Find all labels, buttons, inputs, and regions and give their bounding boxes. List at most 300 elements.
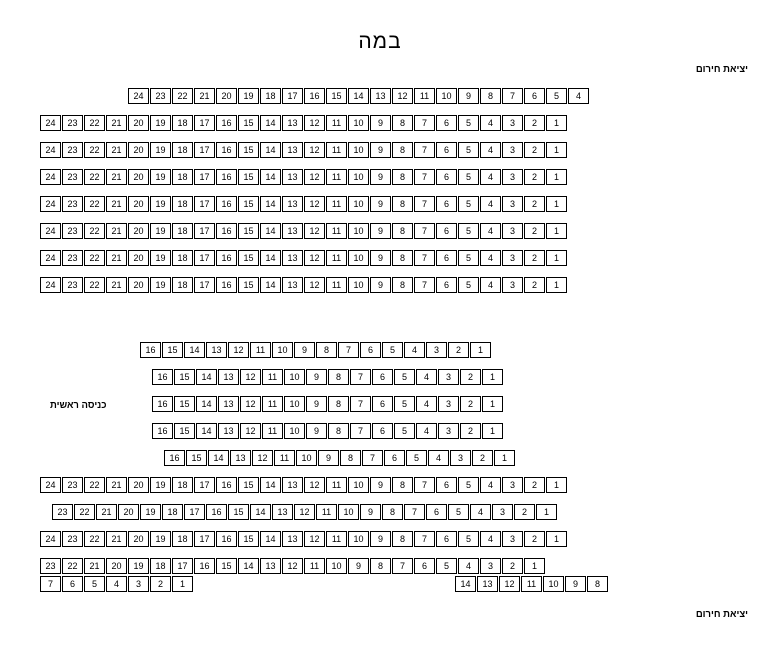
seat[interactable]: 13 (282, 169, 303, 185)
seat[interactable]: 2 (460, 423, 481, 439)
seat[interactable]: 1 (546, 196, 567, 212)
seat[interactable]: 20 (128, 277, 149, 293)
seat[interactable]: 9 (370, 115, 391, 131)
seat[interactable]: 14 (455, 576, 476, 592)
seat[interactable]: 3 (502, 250, 523, 266)
seat[interactable]: 8 (392, 277, 413, 293)
seat[interactable]: 2 (460, 396, 481, 412)
seat[interactable]: 17 (194, 250, 215, 266)
seat[interactable]: 20 (106, 558, 127, 574)
seat[interactable]: 21 (106, 531, 127, 547)
seat[interactable]: 11 (274, 450, 295, 466)
seat[interactable]: 23 (62, 277, 83, 293)
seat[interactable]: 5 (458, 142, 479, 158)
seat[interactable]: 4 (480, 223, 501, 239)
seat[interactable]: 11 (326, 196, 347, 212)
seat[interactable]: 20 (128, 531, 149, 547)
seat[interactable]: 4 (480, 196, 501, 212)
seat[interactable]: 4 (428, 450, 449, 466)
seat[interactable]: 23 (62, 250, 83, 266)
seat[interactable]: 10 (284, 423, 305, 439)
seat[interactable]: 24 (128, 88, 149, 104)
seat[interactable]: 11 (326, 115, 347, 131)
seat[interactable]: 13 (260, 558, 281, 574)
seat[interactable]: 10 (272, 342, 293, 358)
seat[interactable]: 24 (40, 223, 61, 239)
seat[interactable]: 11 (250, 342, 271, 358)
seat[interactable]: 22 (84, 169, 105, 185)
seat[interactable]: 10 (284, 369, 305, 385)
seat[interactable]: 12 (304, 142, 325, 158)
seat[interactable]: 10 (348, 277, 369, 293)
seat[interactable]: 3 (502, 277, 523, 293)
seat[interactable]: 14 (260, 115, 281, 131)
seat[interactable]: 9 (370, 250, 391, 266)
seat[interactable]: 15 (238, 477, 259, 493)
seat[interactable]: 13 (282, 223, 303, 239)
seat[interactable]: 1 (482, 396, 503, 412)
seat[interactable]: 15 (238, 277, 259, 293)
seat[interactable]: 5 (458, 531, 479, 547)
seat[interactable]: 16 (194, 558, 215, 574)
seat[interactable]: 21 (194, 88, 215, 104)
seat[interactable]: 22 (84, 277, 105, 293)
seat[interactable]: 16 (216, 142, 237, 158)
seat[interactable]: 8 (328, 396, 349, 412)
seat[interactable]: 18 (162, 504, 183, 520)
seat[interactable]: 20 (216, 88, 237, 104)
seat[interactable]: 19 (150, 196, 171, 212)
seat[interactable]: 12 (240, 396, 261, 412)
seat[interactable]: 11 (326, 277, 347, 293)
seat[interactable]: 8 (480, 88, 501, 104)
seat[interactable]: 11 (521, 576, 542, 592)
seat[interactable]: 15 (186, 450, 207, 466)
seat[interactable]: 2 (524, 196, 545, 212)
seat[interactable]: 4 (470, 504, 491, 520)
seat[interactable]: 19 (150, 223, 171, 239)
seat[interactable]: 22 (74, 504, 95, 520)
seat[interactable]: 16 (216, 115, 237, 131)
seat[interactable]: 11 (316, 504, 337, 520)
seat[interactable]: 14 (260, 250, 281, 266)
seat[interactable]: 9 (306, 396, 327, 412)
seat[interactable]: 2 (502, 558, 523, 574)
seat[interactable]: 13 (282, 196, 303, 212)
seat[interactable]: 7 (414, 142, 435, 158)
seat[interactable]: 8 (392, 250, 413, 266)
seat[interactable]: 9 (370, 142, 391, 158)
seat[interactable]: 6 (372, 369, 393, 385)
seat[interactable]: 22 (172, 88, 193, 104)
seat[interactable]: 2 (524, 477, 545, 493)
seat[interactable]: 9 (370, 196, 391, 212)
seat[interactable]: 15 (238, 531, 259, 547)
seat[interactable]: 17 (172, 558, 193, 574)
seat[interactable]: 16 (152, 396, 173, 412)
seat[interactable]: 16 (216, 250, 237, 266)
seat[interactable]: 17 (194, 223, 215, 239)
seat[interactable]: 13 (282, 531, 303, 547)
seat[interactable]: 7 (414, 277, 435, 293)
seat[interactable]: 5 (394, 423, 415, 439)
seat[interactable]: 15 (216, 558, 237, 574)
seat[interactable]: 8 (340, 450, 361, 466)
seat[interactable]: 24 (40, 277, 61, 293)
seat[interactable]: 9 (370, 169, 391, 185)
seat[interactable]: 13 (272, 504, 293, 520)
seat[interactable]: 2 (524, 142, 545, 158)
seat[interactable]: 12 (240, 423, 261, 439)
seat[interactable]: 12 (304, 250, 325, 266)
seat[interactable]: 9 (348, 558, 369, 574)
seat[interactable]: 12 (304, 477, 325, 493)
seat[interactable]: 9 (565, 576, 586, 592)
seat[interactable]: 3 (502, 477, 523, 493)
seat[interactable]: 3 (438, 396, 459, 412)
seat[interactable]: 22 (84, 142, 105, 158)
seat[interactable]: 12 (304, 115, 325, 131)
seat[interactable]: 3 (480, 558, 501, 574)
seat[interactable]: 6 (372, 396, 393, 412)
seat[interactable]: 1 (470, 342, 491, 358)
seat[interactable]: 16 (216, 223, 237, 239)
seat[interactable]: 10 (348, 477, 369, 493)
seat[interactable]: 6 (524, 88, 545, 104)
seat[interactable]: 13 (218, 369, 239, 385)
seat[interactable]: 20 (128, 196, 149, 212)
seat[interactable]: 10 (296, 450, 317, 466)
seat[interactable]: 9 (370, 223, 391, 239)
seat[interactable]: 23 (62, 196, 83, 212)
seat[interactable]: 18 (172, 531, 193, 547)
seat[interactable]: 3 (502, 196, 523, 212)
seat[interactable]: 18 (172, 250, 193, 266)
seat[interactable]: 15 (238, 196, 259, 212)
seat[interactable]: 7 (392, 558, 413, 574)
seat[interactable]: 9 (306, 423, 327, 439)
seat[interactable]: 14 (260, 277, 281, 293)
seat[interactable]: 13 (282, 250, 303, 266)
seat[interactable]: 14 (196, 396, 217, 412)
seat[interactable]: 13 (282, 142, 303, 158)
seat[interactable]: 5 (84, 576, 105, 592)
seat[interactable]: 18 (172, 477, 193, 493)
seat[interactable]: 14 (260, 169, 281, 185)
seat[interactable]: 1 (546, 477, 567, 493)
seat[interactable]: 5 (458, 250, 479, 266)
seat[interactable]: 13 (282, 277, 303, 293)
seat[interactable]: 11 (326, 223, 347, 239)
seat[interactable]: 5 (546, 88, 567, 104)
seat[interactable]: 12 (304, 196, 325, 212)
seat[interactable]: 3 (502, 115, 523, 131)
seat[interactable]: 10 (284, 396, 305, 412)
seat[interactable]: 7 (414, 169, 435, 185)
seat[interactable]: 19 (150, 531, 171, 547)
seat[interactable]: 7 (414, 531, 435, 547)
seat[interactable]: 6 (436, 169, 457, 185)
seat[interactable]: 7 (40, 576, 61, 592)
seat[interactable]: 4 (480, 115, 501, 131)
seat[interactable]: 1 (172, 576, 193, 592)
seat[interactable]: 24 (40, 169, 61, 185)
seat[interactable]: 13 (230, 450, 251, 466)
seat[interactable]: 14 (260, 531, 281, 547)
seat[interactable]: 18 (172, 196, 193, 212)
seat[interactable]: 7 (502, 88, 523, 104)
seat[interactable]: 6 (436, 223, 457, 239)
seat[interactable]: 10 (326, 558, 347, 574)
seat[interactable]: 5 (458, 477, 479, 493)
seat[interactable]: 14 (260, 477, 281, 493)
seat[interactable]: 23 (40, 558, 61, 574)
seat[interactable]: 4 (480, 277, 501, 293)
seat[interactable]: 19 (150, 250, 171, 266)
seat[interactable]: 3 (502, 142, 523, 158)
seat[interactable]: 20 (128, 115, 149, 131)
seat[interactable]: 4 (480, 250, 501, 266)
seat[interactable]: 5 (436, 558, 457, 574)
seat[interactable]: 7 (338, 342, 359, 358)
seat[interactable]: 4 (480, 142, 501, 158)
seat[interactable]: 4 (416, 396, 437, 412)
seat[interactable]: 7 (414, 196, 435, 212)
seat[interactable]: 23 (62, 477, 83, 493)
seat[interactable]: 17 (184, 504, 205, 520)
seat[interactable]: 4 (458, 558, 479, 574)
seat[interactable]: 19 (150, 169, 171, 185)
seat[interactable]: 14 (260, 223, 281, 239)
seat[interactable]: 13 (282, 477, 303, 493)
seat[interactable]: 1 (546, 277, 567, 293)
seat[interactable]: 10 (338, 504, 359, 520)
seat[interactable]: 9 (294, 342, 315, 358)
seat[interactable]: 16 (206, 504, 227, 520)
seat[interactable]: 22 (84, 223, 105, 239)
seat[interactable]: 18 (172, 277, 193, 293)
seat[interactable]: 11 (262, 423, 283, 439)
seat[interactable]: 24 (40, 196, 61, 212)
seat[interactable]: 8 (328, 423, 349, 439)
seat[interactable]: 1 (546, 142, 567, 158)
seat[interactable]: 6 (436, 277, 457, 293)
seat[interactable]: 6 (436, 115, 457, 131)
seat[interactable]: 13 (282, 115, 303, 131)
seat[interactable]: 4 (568, 88, 589, 104)
seat[interactable]: 9 (306, 369, 327, 385)
seat[interactable]: 15 (238, 142, 259, 158)
seat[interactable]: 10 (348, 115, 369, 131)
seat[interactable]: 15 (174, 396, 195, 412)
seat[interactable]: 21 (106, 196, 127, 212)
seat[interactable]: 20 (118, 504, 139, 520)
seat[interactable]: 12 (499, 576, 520, 592)
seat[interactable]: 22 (84, 196, 105, 212)
seat[interactable]: 17 (194, 277, 215, 293)
seat[interactable]: 5 (394, 369, 415, 385)
seat[interactable]: 4 (106, 576, 127, 592)
seat[interactable]: 23 (62, 142, 83, 158)
seat[interactable]: 14 (238, 558, 259, 574)
seat[interactable]: 24 (40, 115, 61, 131)
seat[interactable]: 5 (382, 342, 403, 358)
seat[interactable]: 2 (524, 250, 545, 266)
seat[interactable]: 14 (196, 423, 217, 439)
seat[interactable]: 8 (392, 477, 413, 493)
seat[interactable]: 16 (216, 477, 237, 493)
seat[interactable]: 3 (492, 504, 513, 520)
seat[interactable]: 21 (84, 558, 105, 574)
seat[interactable]: 8 (392, 196, 413, 212)
seat[interactable]: 7 (350, 369, 371, 385)
seat[interactable]: 21 (106, 142, 127, 158)
seat[interactable]: 16 (216, 169, 237, 185)
seat[interactable]: 15 (174, 423, 195, 439)
seat[interactable]: 4 (404, 342, 425, 358)
seat[interactable]: 21 (106, 277, 127, 293)
seat[interactable]: 8 (392, 531, 413, 547)
seat[interactable]: 13 (218, 396, 239, 412)
seat[interactable]: 8 (328, 369, 349, 385)
seat[interactable]: 16 (216, 277, 237, 293)
seat[interactable]: 12 (240, 369, 261, 385)
seat[interactable]: 11 (326, 477, 347, 493)
seat[interactable]: 12 (282, 558, 303, 574)
seat[interactable]: 2 (460, 369, 481, 385)
seat[interactable]: 21 (106, 250, 127, 266)
seat[interactable]: 2 (514, 504, 535, 520)
seat[interactable]: 18 (172, 115, 193, 131)
seat[interactable]: 7 (362, 450, 383, 466)
seat[interactable]: 7 (350, 396, 371, 412)
seat[interactable]: 14 (208, 450, 229, 466)
seat[interactable]: 5 (458, 223, 479, 239)
seat[interactable]: 10 (348, 531, 369, 547)
seat[interactable]: 12 (392, 88, 413, 104)
seat[interactable]: 19 (128, 558, 149, 574)
seat[interactable]: 1 (546, 223, 567, 239)
seat[interactable]: 9 (370, 531, 391, 547)
seat[interactable]: 24 (40, 250, 61, 266)
seat[interactable]: 1 (546, 531, 567, 547)
seat[interactable]: 6 (436, 142, 457, 158)
seat[interactable]: 13 (218, 423, 239, 439)
seat[interactable]: 1 (546, 169, 567, 185)
seat[interactable]: 14 (196, 369, 217, 385)
seat[interactable]: 3 (438, 369, 459, 385)
seat[interactable]: 21 (106, 477, 127, 493)
seat[interactable]: 24 (40, 531, 61, 547)
seat[interactable]: 2 (448, 342, 469, 358)
seat[interactable]: 7 (350, 423, 371, 439)
seat[interactable]: 13 (370, 88, 391, 104)
seat[interactable]: 3 (502, 169, 523, 185)
seat[interactable]: 22 (84, 115, 105, 131)
seat[interactable]: 3 (502, 531, 523, 547)
seat[interactable]: 5 (458, 169, 479, 185)
seat[interactable]: 2 (524, 115, 545, 131)
seat[interactable]: 6 (426, 504, 447, 520)
seat[interactable]: 5 (458, 277, 479, 293)
seat[interactable]: 8 (392, 169, 413, 185)
seat[interactable]: 6 (436, 477, 457, 493)
seat[interactable]: 6 (62, 576, 83, 592)
seat[interactable]: 11 (262, 396, 283, 412)
seat[interactable]: 11 (326, 531, 347, 547)
seat[interactable]: 1 (524, 558, 545, 574)
seat[interactable]: 10 (348, 169, 369, 185)
seat[interactable]: 16 (164, 450, 185, 466)
seat[interactable]: 13 (206, 342, 227, 358)
seat[interactable]: 7 (414, 223, 435, 239)
seat[interactable]: 20 (128, 142, 149, 158)
seat[interactable]: 21 (106, 223, 127, 239)
seat[interactable]: 23 (150, 88, 171, 104)
seat[interactable]: 4 (416, 369, 437, 385)
seat[interactable]: 19 (140, 504, 161, 520)
seat[interactable]: 6 (372, 423, 393, 439)
seat[interactable]: 20 (128, 169, 149, 185)
seat[interactable]: 9 (318, 450, 339, 466)
seat[interactable]: 11 (326, 250, 347, 266)
seat[interactable]: 12 (304, 169, 325, 185)
seat[interactable]: 12 (252, 450, 273, 466)
seat[interactable]: 9 (360, 504, 381, 520)
seat[interactable]: 1 (536, 504, 557, 520)
seat[interactable]: 8 (370, 558, 391, 574)
seat[interactable]: 13 (477, 576, 498, 592)
seat[interactable]: 11 (414, 88, 435, 104)
seat[interactable]: 9 (370, 277, 391, 293)
seat[interactable]: 15 (238, 223, 259, 239)
seat[interactable]: 20 (128, 250, 149, 266)
seat[interactable]: 10 (543, 576, 564, 592)
seat[interactable]: 19 (150, 142, 171, 158)
seat[interactable]: 15 (238, 115, 259, 131)
seat[interactable]: 19 (150, 115, 171, 131)
seat[interactable]: 12 (294, 504, 315, 520)
seat[interactable]: 14 (260, 196, 281, 212)
seat[interactable]: 7 (414, 477, 435, 493)
seat[interactable]: 10 (348, 250, 369, 266)
seat[interactable]: 16 (304, 88, 325, 104)
seat[interactable]: 12 (304, 223, 325, 239)
seat[interactable]: 6 (360, 342, 381, 358)
seat[interactable]: 19 (150, 477, 171, 493)
seat[interactable]: 24 (40, 142, 61, 158)
seat[interactable]: 5 (406, 450, 427, 466)
seat[interactable]: 17 (194, 115, 215, 131)
seat[interactable]: 17 (194, 531, 215, 547)
seat[interactable]: 23 (62, 531, 83, 547)
seat[interactable]: 4 (480, 531, 501, 547)
seat[interactable]: 17 (194, 169, 215, 185)
seat[interactable]: 10 (348, 223, 369, 239)
seat[interactable]: 6 (384, 450, 405, 466)
seat[interactable]: 16 (140, 342, 161, 358)
seat[interactable]: 11 (304, 558, 325, 574)
seat[interactable]: 7 (414, 250, 435, 266)
seat[interactable]: 2 (524, 223, 545, 239)
seat[interactable]: 23 (62, 115, 83, 131)
seat[interactable]: 4 (416, 423, 437, 439)
seat[interactable]: 5 (458, 115, 479, 131)
seat[interactable]: 10 (348, 142, 369, 158)
seat[interactable]: 8 (587, 576, 608, 592)
seat[interactable]: 19 (238, 88, 259, 104)
seat[interactable]: 8 (392, 223, 413, 239)
